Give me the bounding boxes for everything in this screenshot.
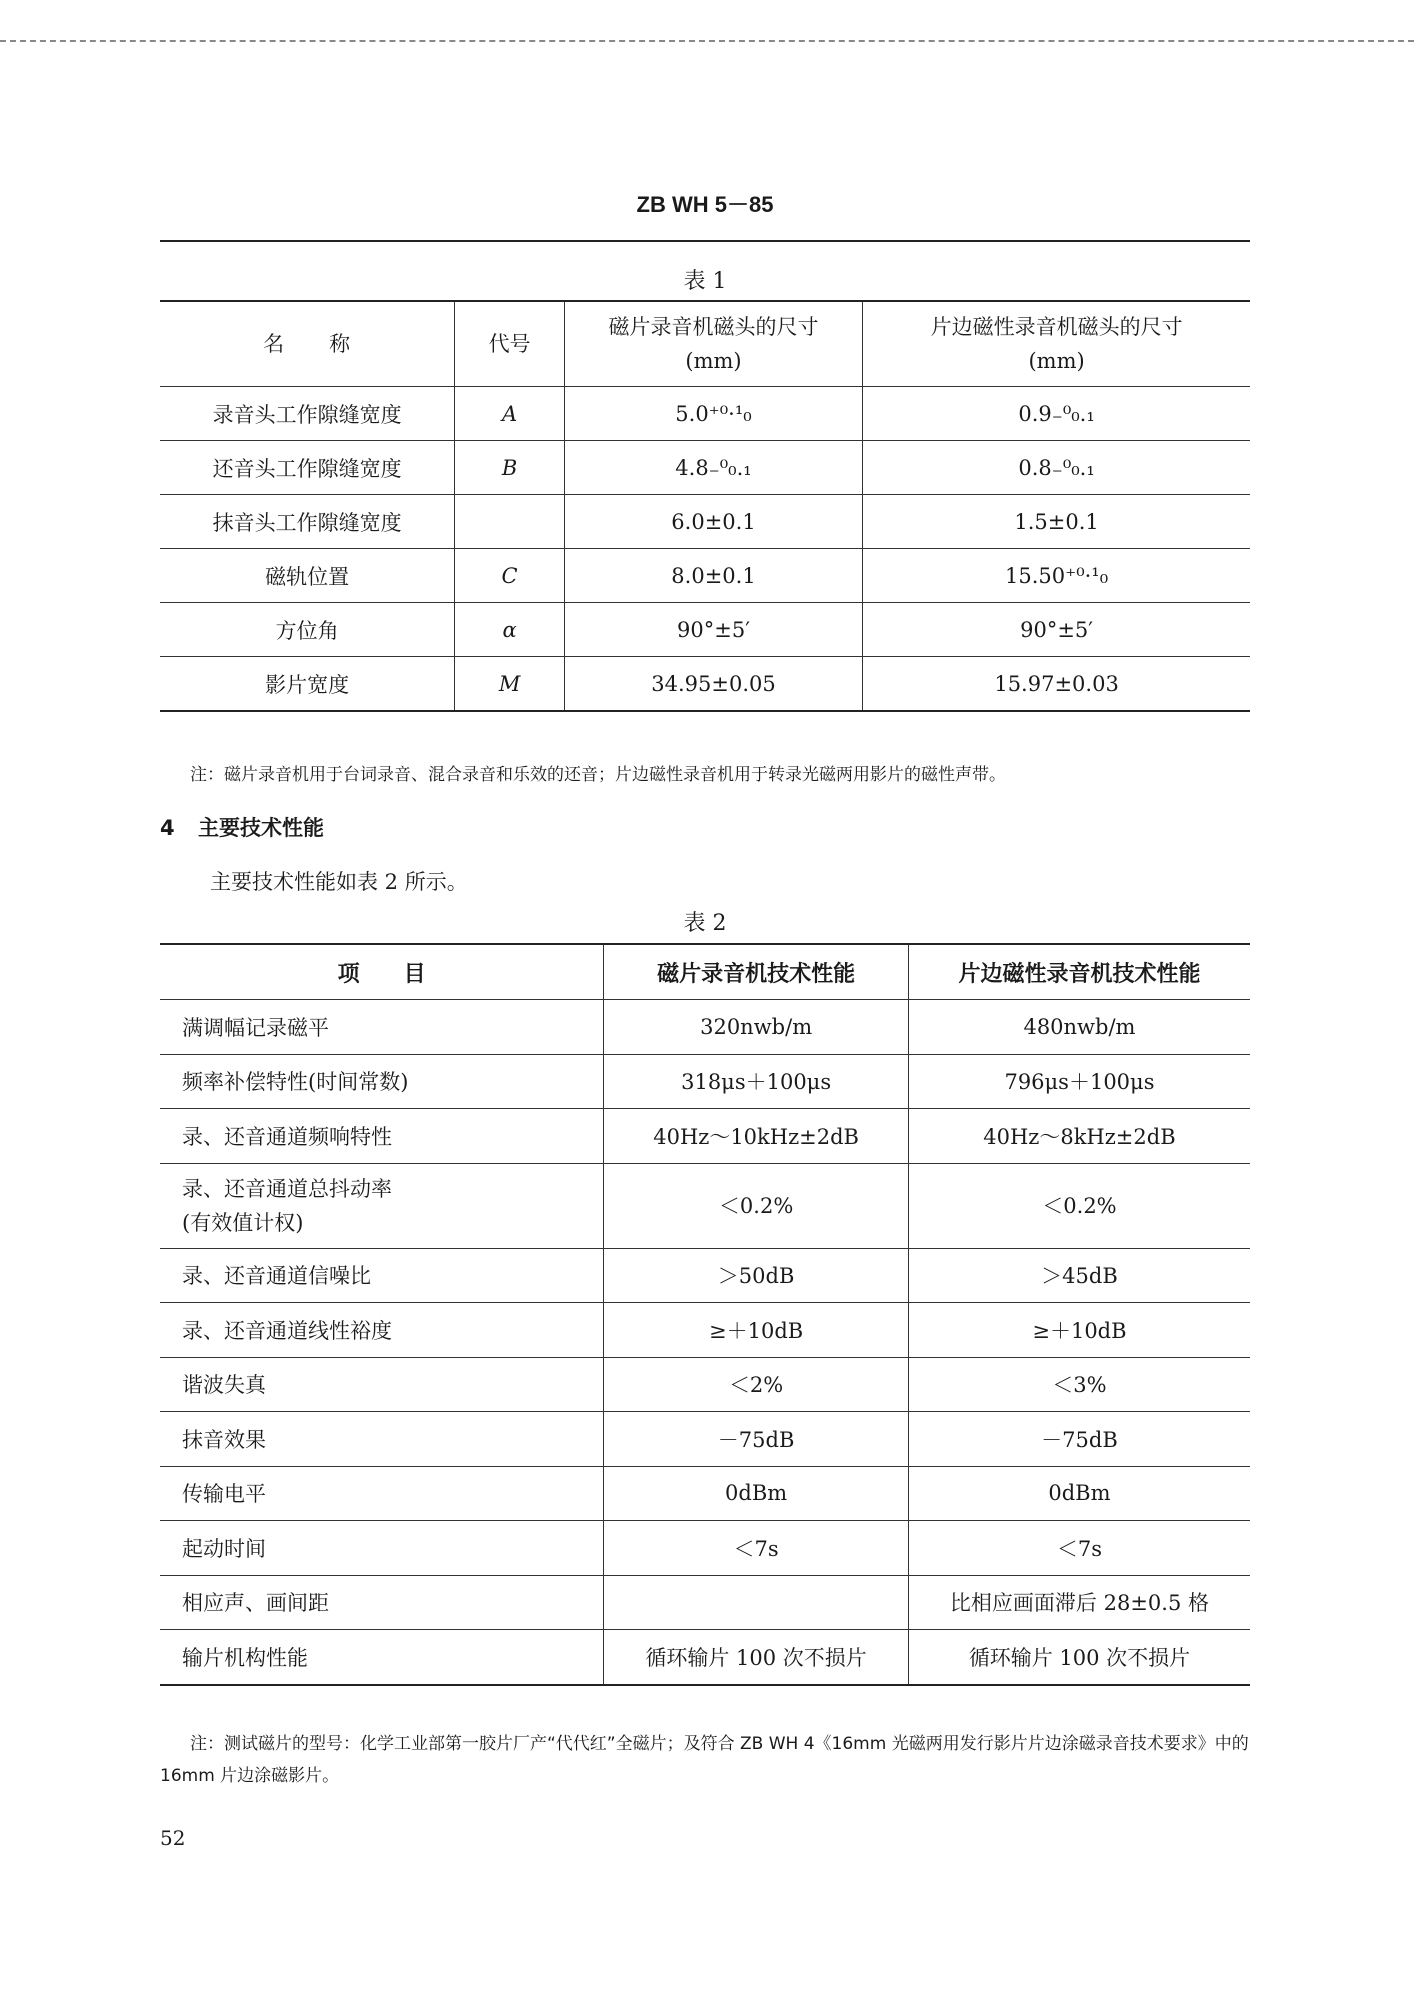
table2-caption: 表 2 xyxy=(683,911,727,936)
table2-cell-edge: ＜0.2% xyxy=(908,1163,1250,1248)
table1-cell-name: 录音头工作隙缝宽度 xyxy=(160,387,455,441)
table2-cell-item: 录、还音通道频响特性 xyxy=(160,1109,604,1164)
table1-cell-code: A xyxy=(455,387,565,441)
table1-cell-film: 5.0⁺⁰·¹₀ xyxy=(564,387,862,441)
table2-cell-edge: 0dBm xyxy=(908,1466,1250,1521)
table2-cell-film: ＜0.2% xyxy=(604,1163,909,1248)
table-row xyxy=(160,549,1250,603)
table1-header-film xyxy=(564,301,862,387)
table1-header-code: 代号 xyxy=(455,301,565,387)
table1-cell-edge: 0.8₋⁰₀.₁ xyxy=(863,441,1250,495)
table1-cell-code: M xyxy=(455,657,565,712)
table1-cell-film: 8.0±0.1 xyxy=(564,549,862,603)
table2-note: 注：测试磁片的型号：化学工业部第一胶片厂产“代代红”全磁片；及符合 ZB WH 4《16mm 光磁两用发行影片片边涂磁录音技术要求》中的 16mm 片边涂磁影片。 xyxy=(160,1734,1249,1786)
table2-cell-film: －75dB xyxy=(604,1412,909,1467)
table2-cell-edge: ＞45dB xyxy=(908,1248,1250,1303)
table2-cell-item: 频率补偿特性(时间常数) xyxy=(160,1054,604,1109)
section-title: 主要技术性能 xyxy=(198,816,324,840)
table2-cell-edge: ＜7s xyxy=(908,1521,1250,1576)
table2-cell-item: 起动时间 xyxy=(160,1521,604,1576)
table1-cell-edge: 15.97±0.03 xyxy=(863,657,1250,712)
table1-cell-code: C xyxy=(455,549,565,603)
table-row xyxy=(160,1248,1250,1303)
table1-cell-name: 影片宽度 xyxy=(160,657,455,712)
table2 xyxy=(160,943,1250,1686)
table-row xyxy=(160,1357,1250,1412)
table2-header-edge: 片边磁性录音机技术性能 xyxy=(908,944,1250,1000)
table-row xyxy=(160,1521,1250,1576)
table2-cell-edge: ≥＋10dB xyxy=(908,1303,1250,1358)
table-row xyxy=(160,441,1250,495)
table2-header-film: 磁片录音机技术性能 xyxy=(604,944,909,1000)
table1-cell-film: 34.95±0.05 xyxy=(564,657,862,712)
section-heading xyxy=(160,812,324,842)
table2-cell-item: 输片机构性能 xyxy=(160,1630,604,1685)
table1-note: 注：磁片录音机用于台词录音、混合录音和乐效的还音；片边磁性录音机用于转录光磁两用影片的磁性声带。 xyxy=(190,765,1006,785)
table1-cell-film: 90°±5′ xyxy=(564,603,862,657)
table2-cell-edge: 40Hz～8kHz±2dB xyxy=(908,1109,1250,1164)
table1-header-edge-line1: 片边磁性录音机磁头的尺寸 xyxy=(930,315,1183,339)
table1-cell-edge: 0.9₋⁰₀.₁ xyxy=(863,387,1250,441)
table1-header-film-line2: (mm) xyxy=(685,349,742,373)
table2-cell-film: ≥＋10dB xyxy=(604,1303,909,1358)
page-number: 52 xyxy=(160,1826,186,1850)
table2-cell-film: ＜7s xyxy=(604,1521,909,1576)
table2-cell-item-line2: (有效值计权) xyxy=(182,1210,304,1235)
table2-cell-film: 循环输片 100 次不损片 xyxy=(604,1630,909,1685)
table1-header-row xyxy=(160,301,1250,387)
table1-caption: 表 1 xyxy=(683,269,727,294)
table1-cell-film: 6.0±0.1 xyxy=(564,495,862,549)
table1-header-name: 名 称 xyxy=(160,301,455,387)
table-row xyxy=(160,1575,1250,1630)
table1-cell-name: 抹音头工作隙缝宽度 xyxy=(160,495,455,549)
table2-cell-item: 相应声、画间距 xyxy=(160,1575,604,1630)
table1-cell-film: 4.8₋⁰₀.₁ xyxy=(564,441,862,495)
table1-cell-edge: 15.50⁺⁰·¹₀ xyxy=(863,549,1250,603)
table2-cell-film: 40Hz～10kHz±2dB xyxy=(604,1109,909,1164)
scan-top-border xyxy=(0,40,1414,42)
table2-cell-edge: 480nwb/m xyxy=(908,1000,1250,1055)
table2-cell-film: 0dBm xyxy=(604,1466,909,1521)
table2-cell-edge: ＜3% xyxy=(908,1357,1250,1412)
table2-cell-item: 传输电平 xyxy=(160,1466,604,1521)
table1-cell-name: 还音头工作隙缝宽度 xyxy=(160,441,455,495)
table2-cell-edge: 796μs＋100μs xyxy=(908,1054,1250,1109)
table2-cell-film: ＜2% xyxy=(604,1357,909,1412)
table1 xyxy=(160,300,1250,712)
table-row xyxy=(160,1163,1250,1248)
table-row xyxy=(160,1109,1250,1164)
table2-cell-item: 录、还音通道线性裕度 xyxy=(160,1303,604,1358)
table-row xyxy=(160,1412,1250,1467)
table-row xyxy=(160,1303,1250,1358)
table1-cell-edge: 1.5±0.1 xyxy=(863,495,1250,549)
table2-header-item: 项 目 xyxy=(160,944,604,1000)
table1-header-edge xyxy=(863,301,1250,387)
table2-cell-film: 320nwb/m xyxy=(604,1000,909,1055)
section-number: 4 xyxy=(160,816,175,840)
table-row xyxy=(160,1630,1250,1685)
table-row xyxy=(160,387,1250,441)
table2-header-row xyxy=(160,944,1250,1000)
table2-cell-item xyxy=(160,1163,604,1248)
table2-cell-film: 318μs＋100μs xyxy=(604,1054,909,1109)
standard-code-header: ZB WH 5－85 xyxy=(636,192,774,217)
table1-cell-code: α xyxy=(455,603,565,657)
table-row xyxy=(160,1466,1250,1521)
table1-header-film-line1: 磁片录音机磁头的尺寸 xyxy=(608,315,819,339)
table2-cell-item: 录、还音通道信噪比 xyxy=(160,1248,604,1303)
table1-cell-name: 磁轨位置 xyxy=(160,549,455,603)
table1-header-edge-line2: (mm) xyxy=(1028,349,1085,373)
table2-cell-item-line1: 录、还音通道总抖动率 xyxy=(182,1176,392,1201)
table2-cell-item: 谐波失真 xyxy=(160,1357,604,1412)
table2-cell-film: ＞50dB xyxy=(604,1248,909,1303)
table1-cell-edge: 90°±5′ xyxy=(863,603,1250,657)
table2-cell-edge: 循环输片 100 次不损片 xyxy=(908,1630,1250,1685)
table-row xyxy=(160,657,1250,712)
table1-cell-code xyxy=(455,495,565,549)
body-paragraph: 主要技术性能如表 2 所示。 xyxy=(210,870,468,894)
table2-cell-edge: －75dB xyxy=(908,1412,1250,1467)
table-row xyxy=(160,1054,1250,1109)
table-row xyxy=(160,495,1250,549)
table2-cell-item: 抹音效果 xyxy=(160,1412,604,1467)
table1-cell-name: 方位角 xyxy=(160,603,455,657)
table-row xyxy=(160,603,1250,657)
table2-cell-film xyxy=(604,1575,909,1630)
table-row xyxy=(160,1000,1250,1055)
header-rule xyxy=(160,240,1250,242)
table2-cell-item: 满调幅记录磁平 xyxy=(160,1000,604,1055)
table1-cell-code: B xyxy=(455,441,565,495)
table2-cell-edge: 比相应画面滞后 28±0.5 格 xyxy=(908,1575,1250,1630)
